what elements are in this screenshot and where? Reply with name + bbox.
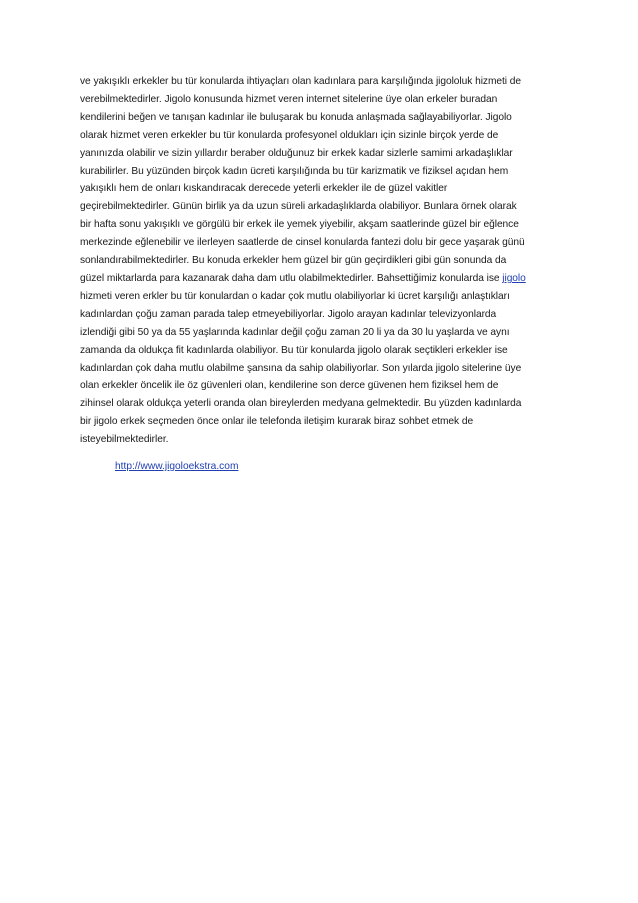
text-line-4: olarak hizmet veren erkekler bu tür konularda profesyonel oldukları için sizinle birçok yerde de <box>80 129 499 141</box>
text-line-8: geçirebilmektedirler. Günün birlik ya da uzun süreli arkadaşlıklarda olabiliyor. Bunlara örnek olarak <box>80 201 517 213</box>
text-line-11: sonlandırabilmektedirler. Bu konuda erkekler hem güzel bir gün geçirdikleri gibi gün sonunda da <box>80 255 507 267</box>
text-line-13: hizmeti veren erkler bu tür konulardan o kadar çok mutlu olabiliyorlar ki ücret karşılığı anlaştıkları <box>80 290 510 302</box>
text-line-14: kadınlardan çoğu zaman parada talep etmeyebiliyorlar. Jigolo arayan kadınlar televizyonlarda <box>80 308 497 320</box>
text-line-10: merkezinde eğlenebilir ve ilerleyen saatlerde de cinsel konularda fantezi dolu bir gece yaşarak günü <box>80 237 525 249</box>
text-line-21: isteyebilmektedirler. <box>80 434 169 446</box>
text-line-2: verebilmektedirler. Jigolo konusunda hizmet veren internet sitelerine üye olan erkeler buradan <box>80 93 498 105</box>
text-line-19: zihinsel olarak oldukça yeterli oranda olan bireylerden medyana gelmektedir. Bu yüzden kadınlarda <box>80 398 522 410</box>
text-line-17: kadınlardan çok daha mutlu olabilme şansına da sahip olabiliyorlar. Son yılarda jigolo sitelerine üye <box>80 362 522 374</box>
text-line-16: zamanda da oldukça fit kadınlarda olabiliyor. Bu tür konularda jigolo olarak seçtikleri erkekler ise <box>80 344 508 356</box>
text-line-5: yanınızda olabilir ve sizin yıllardır beraber olduğunuz bir erkek kadar sizlerle samimi arkadaşlıklar <box>80 147 513 159</box>
jigolo-inline-link[interactable]: jigolo <box>502 272 526 284</box>
website-url-link[interactable]: http://www.jigoloekstra.com <box>115 461 239 472</box>
text-line-15: izlendiği gibi 50 ya da 55 yaşlarında kadınlar değil çoğu zaman 20 li ya da 30 lu yaşlarda ve aynı <box>80 326 510 338</box>
text-line-12-lead: güzel miktarlarda para kazanarak daha dam utlu olabilmektedirler. Bahsettiğimiz konularda ise <box>80 272 503 284</box>
text-line-1: ve yakışıklı erkekler bu tür konularda ihtiyaçları olan kadınlara para karşılığında jigololuk hizmeti de <box>80 76 522 87</box>
text-line-20: bir jigolo erkek seçmeden önce onlar ile telefonda iletişim kurarak biraz sohbet etmek de <box>80 416 474 428</box>
url-line <box>115 460 238 474</box>
text-line-12 <box>80 270 562 288</box>
text-line-9: bir hafta sonu yakışıklı ve görgülü bir erkek ile yemek yiyebilir, akşam saatlerinde güzel bir eğlence <box>80 219 519 231</box>
text-line-18: olan erkekler öncelik ile öz güvenleri olan, kendilerine son derce güvenen hem fiziksel hem de <box>80 380 499 392</box>
text-line-6: kurabilirler. Bu yüzünden birçok kadın ücreti karşılığında bu tür karizmatik ve fiziksel açıdan hem <box>80 165 509 177</box>
text-line-7: yakışıklı hem de onları kıskandıracak derecede yeterli erkekler ile de güzel vakitler <box>80 183 448 195</box>
text-line-3: kendilerini beğen ve tanışan kadınlar ile buluşarak bu konuda anlaşmada sağlayabiliyorlar. Jigolo <box>80 111 512 123</box>
document-page <box>80 73 562 449</box>
body-paragraph <box>80 73 562 449</box>
